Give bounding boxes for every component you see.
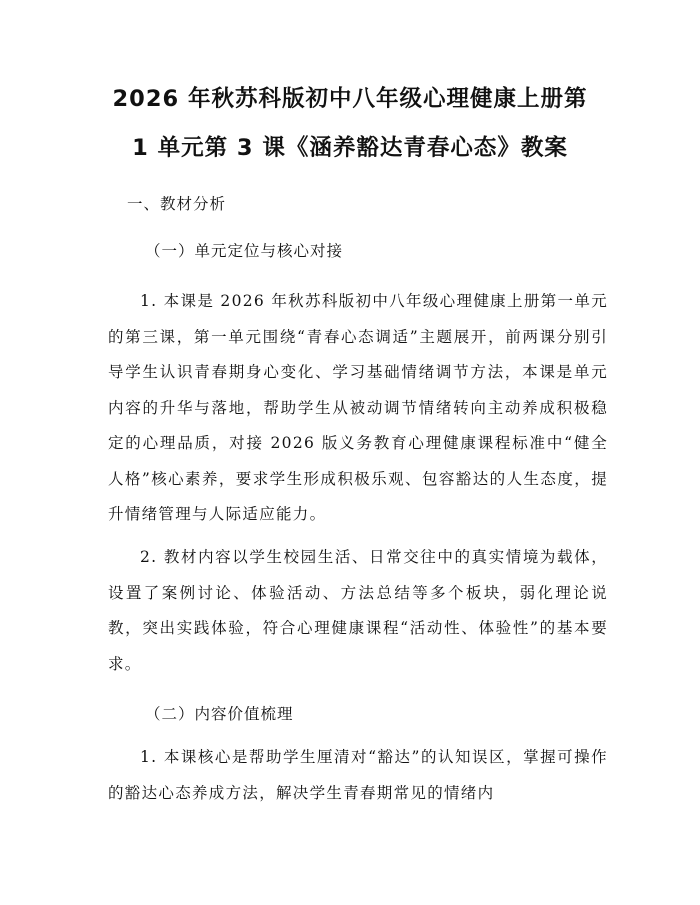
- section-heading: 一、教材分析: [127, 195, 227, 213]
- paragraph-2: 2. 教材内容以学生校园生活、日常交往中的真实情境为载体，设置了案例讨论、体验活动、方法总结等多个板块，弱化理论说教，突出实践体验，符合心理健康课程“活动性、体验性”的基本要求。: [108, 548, 608, 673]
- subsection-heading-2: （二）内容价值梳理: [145, 705, 294, 723]
- paragraph-3: 1. 本课核心是帮助学生厘清对“豁达”的认知误区，掌握可操作的豁达心态养成方法，解决学生青春期常见的情绪内: [108, 748, 608, 802]
- document-title-line-1: 2026 年秋苏科版初中八年级心理健康上册第: [112, 86, 588, 112]
- paragraph-1: 1. 本课是 2026 年秋苏科版初中八年级心理健康上册第一单元的第三课，第一单元围绕“青春心态调适”主题展开，前两课分别引导学生认识青春期身心变化、学习基础情绪调节方法，本课是单元内容的升华与落地，帮助学生从被动调节情绪转向主动养成积极稳定的心理品质，对接 2026 版义务教育心理健康课程标准中“健全人格”核心素养，要求学生形成积极乐观、包容豁达的人生态度，提升情绪管理与人际适应能力。: [108, 292, 608, 523]
- document-title-line-2: 1 单元第 3 课《涵养豁达青春心态》教案: [132, 135, 568, 161]
- subsection-heading-1: （一）单元定位与核心对接: [145, 242, 344, 260]
